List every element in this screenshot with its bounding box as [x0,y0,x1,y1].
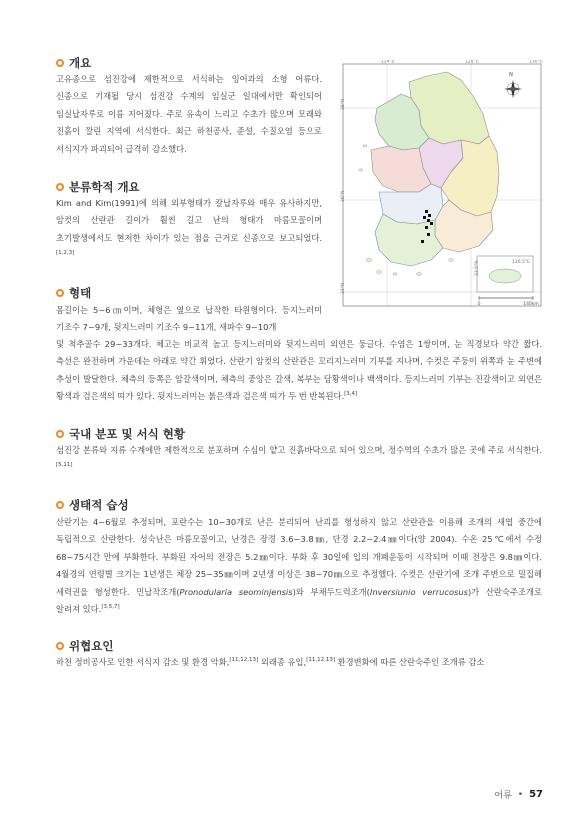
section-title-morphology: 형태 [56,285,91,301]
reference-marker: [5,11] [56,462,73,469]
footer-separator: • [517,789,524,800]
page-number: 57 [529,789,543,800]
reference-marker: [1,2,3] [56,250,75,257]
svg-text:140km: 140km [523,302,539,307]
bullet-icon [56,59,64,67]
section-title-taxonomy: 분류학적 개요 [56,179,140,195]
lat-label: 34°N [341,282,346,294]
distribution-paragraph: 섬진강 본류와 지류 수계에만 제한적으로 분포하며 수심이 얕고 진흙바닥으로 되어 있으며, 정수역의 수초가 많은 곳에 주로 서식한다.[5,11] [56,445,542,469]
jeju-island [489,269,521,283]
reference-marker: [11,12,13] [229,657,259,664]
bullet-icon [56,430,64,438]
section-title-overview: 개요 [56,55,91,71]
svg-text:N: N [509,72,513,78]
section-title-distribution: 국내 분포 및 서식 현황 [56,426,185,442]
bullet-icon [56,289,64,297]
svg-text:0: 0 [477,302,481,307]
lon-label: 124°E [381,60,395,65]
species-name-italic: Pronodularia seominjensis [179,586,293,597]
lat-label: 38°N [341,98,346,110]
ecology-paragraph: 산란기는 4~6월로 추정되며, 포란수는 10~30개로 난은 분리되어 난괴를 형성하지 않고 산란관을 이용해 조개의 새엽 중간에 독립적으로 산란한다. 성숙난은 마름모꼴이고, 난경은 장경 3.6~3.8㎜, 단경 2.2~2.4㎜이다(양 2004). 수온 25℃에서 수정 68~75시간 만에 부화한다. 부화된 자어의 전장은 5.2㎜이다. 부화 후 30일에 입의 개폐운동이 시작되며 이때 전장은 9.8㎜이다. 4월경의 연령별 크기는 1년생은 체장 25~35㎜이며 2년생 이상은 38~70㎜으로 추정했다. 수컷은 산란기에 조개 주변으로 밀집해 세력권을 형성한다. 민납작조개(Pronodularia seominjensis)와 부채두드럭조개(Inversiunio verrucosus)가 산란숙주조개로 알려져 있다.[3,5,7] [56,517,543,615]
section-title-threats: 위협요인 [56,638,113,654]
overview-paragraph: 고유종으로 섬진강에 제한적으로 서식하는 잉어과의 소형 어류다. 신종으로 기재될 당시 섬진강 수계의 임실군 일대에서만 확인되어 임실납자루로 이름 지어졌다. 주로 유속이 느리고 수초가 많으며 모래와 진흙이 깔린 지역에 서식한다. 최근 하천공사, 준설, 수질오염 등으로 서식지가 파괴되어 급격히 감소했다. [56,74,322,154]
morphology-paragraph-wide: 및 척추골수 29~33개다. 체고는 비교적 높고 등지느러미와 뒷지느러미 외연은 둥글다. 수염은 1쌍이며, 눈 직경보다 약간 짧다. 측선은 완전하며 가운데는 아래로 약간 휘었다. 산란기 암컷의 산란관은 꼬리지느러미 기부를 지나며, 수컷은 주둥이 위쪽과 눈 주변에 추성이 발달한다. 체측의 등쪽은 암갈색이며, 체측의 중앙은 갈색, 복부는 담황색이나 백색이다. 등지느러미 기부는 진갈색이고 외연은 황색과 검은색의 띠가 있다. 뒷지느러미는 붉은색과 검은색 띠가 두 번 반복된다.[3,4] [56,339,542,402]
lon-label: 130°E [529,60,543,65]
svg-text:126.5°E: 126.5°E [512,260,530,265]
korea-map-svg [339,60,545,310]
threats-paragraph: 하천 정비공사로 인한 서식지 감소 및 환경 악화,[11,12,13] 외래종 유입,[11,12,13] 환경변화에 따른 산란숙주인 조개류 감소 [56,657,485,667]
lon-label: 128°E [465,60,479,65]
reference-marker: [11,12,13] [306,657,335,664]
bullet-icon [56,642,64,650]
svg-text:33.5°N: 33.5°N [475,260,480,276]
bullet-icon [56,501,64,509]
distribution-map [339,60,545,310]
jeju-inset [474,256,533,292]
reference-marker: [3,4] [344,391,358,398]
page-footer [494,788,543,801]
section-title-ecology: 생태적 습성 [56,497,129,513]
bullet-icon [56,183,64,191]
species-name-italic: Inversiunio verrucosus [369,586,468,597]
morphology-paragraph-narrow: 몸길이는 5~6㎝이며, 체형은 옆으로 납작한 타원형이다. 등지느러미 기조수 7~9개, 뒷지느러미 기조수 9~11개, 새파수 9~10개 [56,305,322,333]
taxonomy-paragraph: Kim and Kim(1991)에 의해 외부형태가 칼납자루와 매우 유사하지만, 암컷의 산란관 길이가 훨씬 길고 난의 형태가 마름모꼴이며 초기발생에서도 현저한 차이가 있는 점을 근거로 신종으로 보고되었다.[1,2,3] [56,198,322,257]
reference-marker: [3,5,7] [101,604,120,611]
footer-category: 어류 [494,791,512,801]
lat-label: 36°N [341,190,346,202]
